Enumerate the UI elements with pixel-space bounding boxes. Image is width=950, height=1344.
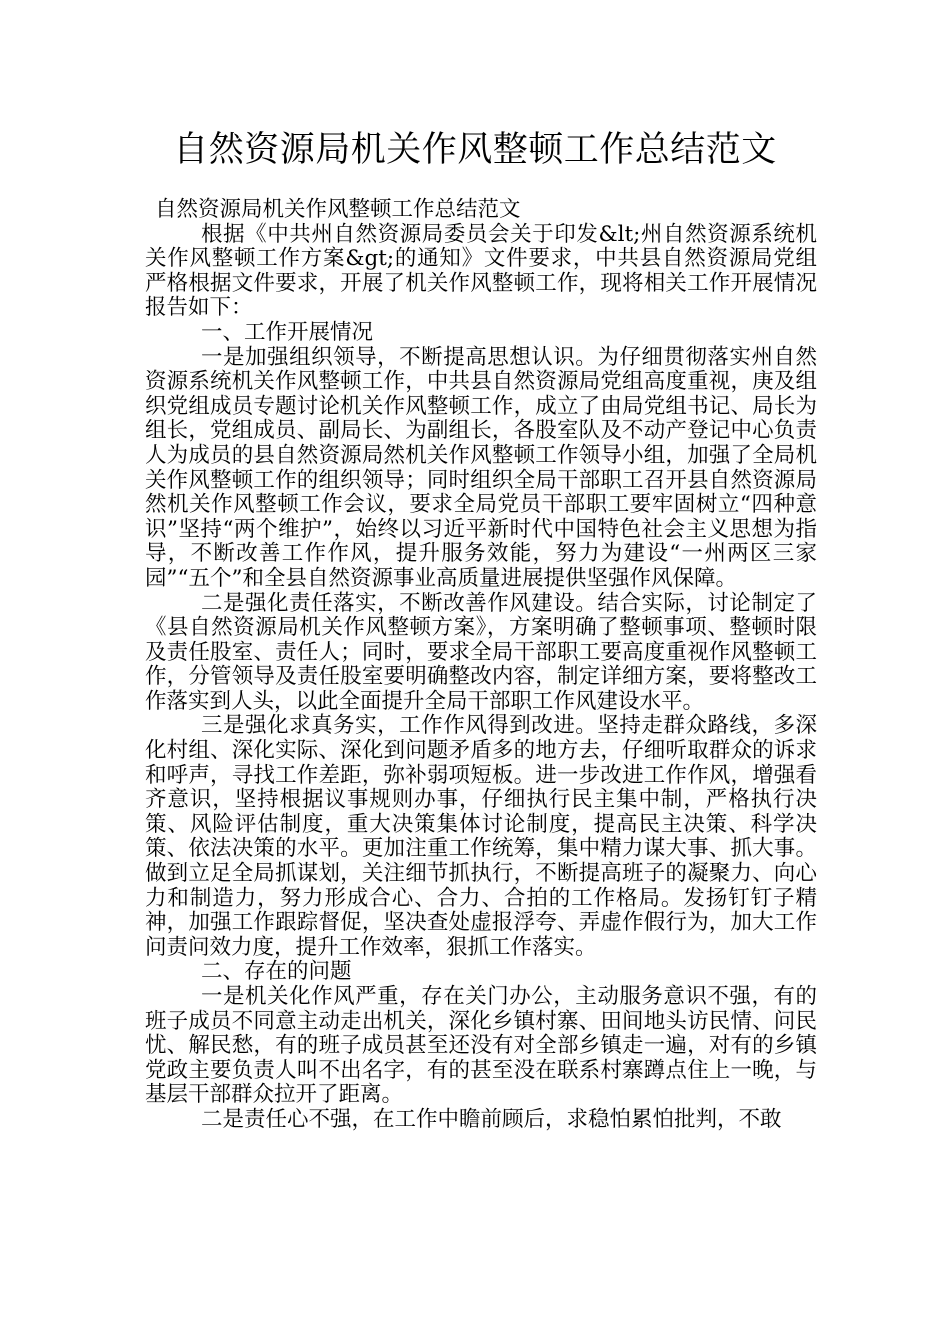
document-subtitle: 自然资源局机关作风整顿工作总结范文: [155, 197, 521, 222]
section-heading-problems: 二、存在的问题: [201, 959, 352, 985]
paragraph-problem-one: 一是机关化作风严重，存在关门办公，主动服务意识不强，有的班子成员不同意主动走出机关，深化乡镇村寨、田间地头访民情、问民忧、解民愁，有的班子成员甚至还没有对全部乡镇走一遍，对有的乡镇党政主要负责人叫不出名字，有的甚至没在联系村寨蹲点住上一晚，与基层干部群众拉开了距离。: [145, 984, 817, 1108]
document-body: [145, 198, 817, 1133]
paragraph-responsibility: 二是强化责任落实，不断改善作风建设。结合实际，讨论制定了《县自然资源局机关作风整顿方案》，方案明确了整顿事项、整顿时限及责任股室、责任人；同时，要求全局干部职工要高度重视作风整顿工作，分管领导及责任股室要明确整改内容，制定详细方案，要将整改工作落实到人头，以此全面提升全局干部职工作风建设水平。: [145, 590, 817, 714]
paragraph-pragmatism: 三是强化求真务实，工作作风得到改进。坚持走群众路线，多深化村组、深化实际、深化到问题矛盾多的地方去，仔细听取群众的诉求和呼声，寻找工作差距，弥补弱项短板。进一步改进工作作风，增强看齐意识，坚持根据议事规则办事，仔细执行民主集中制，严格执行决策、风险评估制度，重大决策集体讨论制度，提高民主决策、科学决策、依法决策的水平。更加注重工作统筹，集中精力谋大事、抓大事。做到立足全局抓谋划，关注细节抓执行，不断提高班子的凝聚力、向心力和制造力，努力形成合心、合力、合拍的工作格局。发扬钉钉子精神，加强工作跟踪督促，坚决查处虚报浮夸、弄虚作假行为，加大工作问责问效力度，提升工作效率，狠抓工作落实。: [145, 713, 817, 960]
intro-paragraph: 根据《中共州自然资源局委员会关于印发&lt;州自然资源系统机关作风整顿工作方案&gt;的通知》文件要求，中共县自然资源局党组严格根据文件要求，开展了机关作风整顿工作，现将相关工作开展情况报告如下：: [145, 221, 817, 321]
section-heading-work-status: 一、工作开展情况: [201, 319, 374, 345]
paragraph-problem-two: 二是责任心不强，在工作中瞻前顾后，求稳怕累怕批判，不敢: [201, 1106, 782, 1132]
document-title: 自然资源局机关作风整顿工作总结范文: [173, 130, 777, 170]
paragraph-organization: 一是加强组织领导，不断提高思想认识。为仔细贯彻落实州自然资源系统机关作风整顿工作，中共县自然资源局党组高度重视，庚及组织党组成员专题讨论机关作风整顿工作，成立了由局党组书记、局长为组长，党组成员、副局长、为副组长，各股室队及不动产登记中心负责人为成员的县自然资源局然机关作风整顿工作领导小组，加强了全局机关作风整顿工作的组织领导；同时组织全局干部职工召开县自然资源局然机关作风整顿工作会议，要求全局党员干部职工要牢固树立“四种意识”坚持“两个维护”，始终以习近平新时代中国特色社会主义思想为指导，不断改善工作作风，提升服务效能，努力为建设“一州两区三家园”“五个”和全县自然资源事业高质量进展提供坚强作风保障。: [145, 344, 817, 591]
